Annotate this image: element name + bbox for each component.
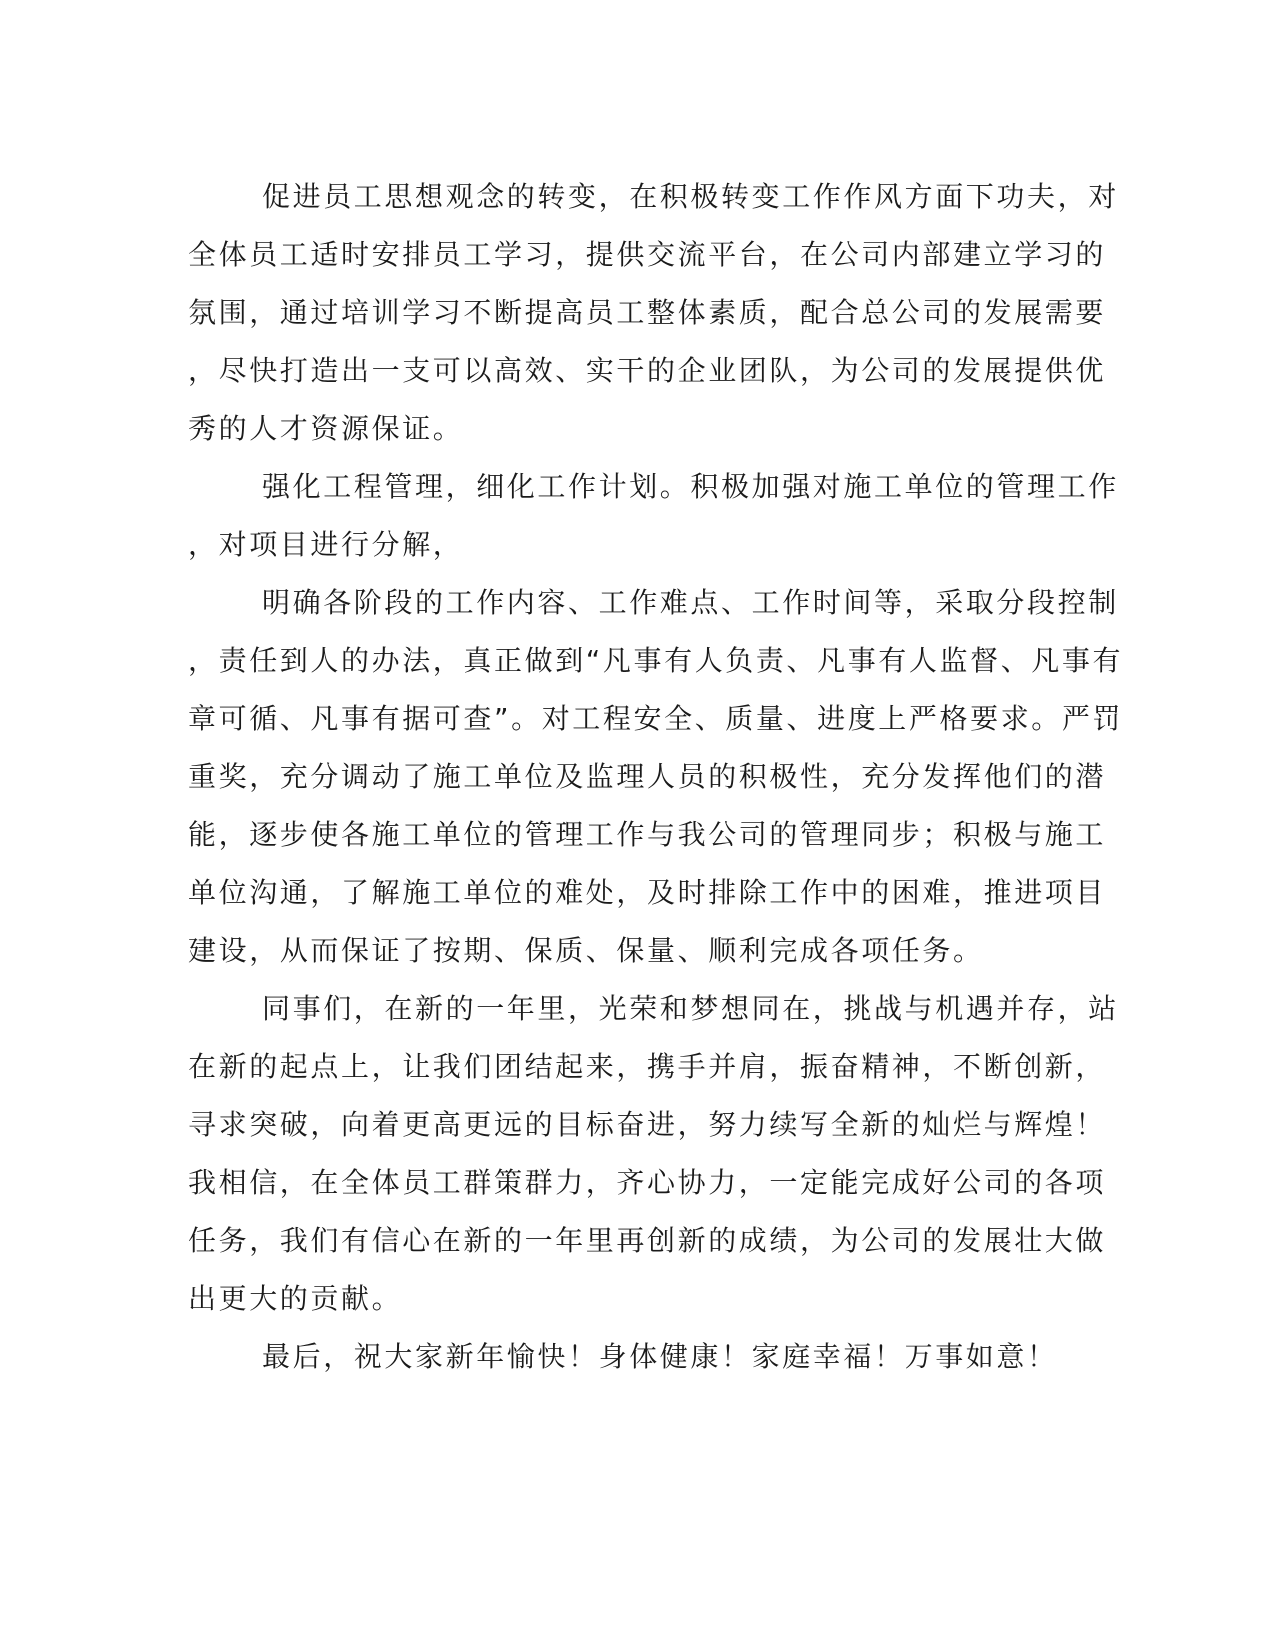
paragraph-line: 强化工程管理，细化工作计划。积极加强对施工单位的管理工作 — [262, 470, 1119, 503]
paragraph-line: 任务，我们有信心在新的一年里再创新的成绩，为公司的发展壮大做 — [188, 1224, 1107, 1257]
paragraph-line: 能，逐步使各施工单位的管理工作与我公司的管理同步；积极与施工 — [188, 818, 1107, 851]
paragraph-line: 重奖，充分调动了施工单位及监理人员的积极性，充分发挥他们的潜 — [188, 760, 1107, 793]
paragraph-line: 在新的起点上，让我们团结起来，携手并肩，振奋精神，不断创新， — [188, 1050, 1107, 1083]
paragraph-line: 章可循、凡事有据可查”。对工程安全、质量、进度上严格要求。严罚 — [188, 702, 1124, 735]
paragraph-line: 秀的人才资源保证。 — [188, 412, 464, 445]
paragraph-line: 出更大的贡献。 — [188, 1282, 403, 1315]
paragraph-line: 最后，祝大家新年愉快！身体健康！家庭幸福！万事如意！ — [262, 1340, 1058, 1373]
paragraph-line: 我相信，在全体员工群策群力，齐心协力，一定能完成好公司的各项 — [188, 1166, 1107, 1199]
paragraph-line: 促进员工思想观念的转变，在积极转变工作作风方面下功夫，对 — [262, 180, 1119, 213]
paragraph-line: 全体员工适时安排员工学习，提供交流平台，在公司内部建立学习的 — [188, 238, 1107, 271]
paragraph-line: 氛围，通过培训学习不断提高员工整体素质，配合总公司的发展需要 — [188, 296, 1107, 329]
paragraph-line: 建设，从而保证了按期、保质、保量、顺利完成各项任务。 — [188, 934, 984, 967]
document-body — [188, 168, 1124, 1386]
paragraph-line: 同事们，在新的一年里，光荣和梦想同在，挑战与机遇并存，站 — [262, 992, 1119, 1025]
paragraph-line: ，责任到人的办法，真正做到“凡事有人负责、凡事有人监督、凡事有 — [188, 644, 1124, 677]
paragraph-line: ，尽快打造出一支可以高效、实干的企业团队，为公司的发展提供优 — [188, 354, 1107, 387]
paragraph-line: 寻求突破，向着更高更远的目标奋进，努力续写全新的灿烂与辉煌！ — [188, 1108, 1107, 1141]
paragraph-line: 单位沟通，了解施工单位的难处，及时排除工作中的困难，推进项目 — [188, 876, 1107, 909]
paragraph-line: ，对项目进行分解， — [188, 528, 464, 561]
paragraph-line: 明确各阶段的工作内容、工作难点、工作时间等，采取分段控制 — [262, 586, 1119, 619]
